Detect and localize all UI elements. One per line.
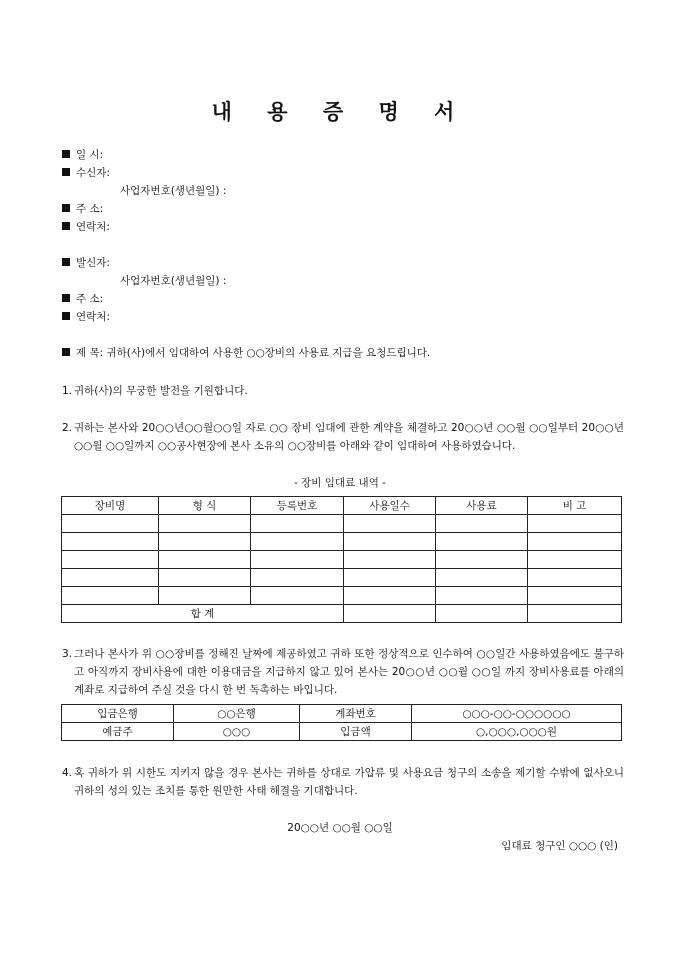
paragraph-number: 1. <box>62 385 73 397</box>
amount-label: 입금액 <box>300 723 412 741</box>
document-date: 20○○년 ○○월 ○○일 <box>287 822 393 834</box>
table-row <box>62 705 622 723</box>
recipient-line <box>62 166 110 180</box>
square-bullet-icon <box>62 150 70 158</box>
table-header-row <box>62 497 622 515</box>
header-registration-number: 등록번호 <box>251 497 344 515</box>
holder-label: 예금주 <box>62 723 174 741</box>
account-label: 계좌번호 <box>300 705 412 723</box>
recipient-address-line <box>62 202 103 216</box>
paragraph-text: 귀하는 본사와 20○○년○○월○○일 자로 ○○ 장비 임대에 관한 계약을 체결하고 20○○년 ○○월 ○○일부터 20○○년 ○○월 ○○일까지 ○○공사현장에 본사 소유의 ○○장비를 아래와 같이 임대하여 사용하였습니다. <box>74 422 624 452</box>
header-usage-days: 사용일수 <box>344 497 436 515</box>
square-bullet-icon <box>62 168 70 176</box>
header-usage-fee: 사용료 <box>436 497 528 515</box>
sender-address-line <box>62 292 103 306</box>
header-model: 형 식 <box>159 497 251 515</box>
table-total-row <box>62 605 622 623</box>
square-bullet-icon <box>62 312 70 320</box>
square-bullet-icon <box>62 294 70 302</box>
holder-value: ○○○ <box>174 723 300 741</box>
table-row <box>62 551 622 569</box>
table-row <box>62 515 622 533</box>
amount-value: ○,○○○,○○○원 <box>412 723 622 741</box>
sender-id-label: 사업자번호(생년월일) : <box>120 275 227 287</box>
square-bullet-icon <box>62 222 70 230</box>
table-row <box>62 569 622 587</box>
sender-line <box>62 256 110 270</box>
paragraph-1 <box>62 382 624 400</box>
recipient-label: 수신자: <box>76 167 110 179</box>
square-bullet-icon <box>62 204 70 212</box>
recipient-id-label: 사업자번호(생년월일) : <box>120 185 227 197</box>
paragraph-text: 그러나 본사가 위 ○○장비를 정해진 날짜에 제공하였고 귀하 또한 정상적으로 인수하여 ○○일간 사용하였음에도 불구하고 아직까지 장비사용에 대한 이용대금을 지급하지 않고 있어 본사는 20○○년 ○○월 ○○일 까지 장비사용료를 아래의 계좌로 지급하여 주실 것을 다시 한 번 독촉하는 바입니다. <box>74 648 624 696</box>
equipment-rental-table <box>61 496 622 623</box>
square-bullet-icon <box>62 348 70 356</box>
paragraph-3 <box>62 645 624 699</box>
signer-line: 임대료 청구인 ○○○ (인) <box>501 840 618 852</box>
table-caption: - 장비 임대료 내역 - <box>294 477 386 489</box>
paragraph-text: 혹 귀하가 위 시한도 지키지 않을 경우 본사는 귀하를 상대로 가압류 및 사용요금 청구의 소송을 제기할 수밖에 없사오니 귀하의 성의 있는 조치를 통한 원만한 사태 해결을 기대합니다. <box>74 767 624 797</box>
sender-contact-label: 연락처: <box>76 311 110 323</box>
total-label: 합 계 <box>62 605 344 623</box>
square-bullet-icon <box>62 258 70 266</box>
table-row <box>62 587 622 605</box>
recipient-contact-line <box>62 220 110 234</box>
paragraph-number: 3. <box>62 648 73 660</box>
table-row <box>62 533 622 551</box>
header-remarks: 비 고 <box>528 497 622 515</box>
header-equipment-name: 장비명 <box>62 497 159 515</box>
recipient-contact-label: 연락처: <box>76 221 110 233</box>
bank-value: ○○은행 <box>174 705 300 723</box>
paragraph-number: 2. <box>62 422 73 434</box>
paragraph-2 <box>62 419 624 455</box>
sender-address-label: 주 소: <box>76 293 104 305</box>
subject-line <box>62 346 430 360</box>
date-line <box>62 148 103 162</box>
bank-label: 입금은행 <box>62 705 174 723</box>
paragraph-text: 귀하(사)의 무궁한 발전을 기원합니다. <box>74 385 248 397</box>
paragraph-4 <box>62 764 624 800</box>
table-row <box>62 723 622 741</box>
bank-account-table <box>61 704 622 741</box>
recipient-address-label: 주 소: <box>76 203 104 215</box>
account-value: ○○○-○○-○○○○○○ <box>412 705 622 723</box>
paragraph-number: 4. <box>62 767 73 779</box>
subject-label: 제 목: <box>76 347 104 359</box>
date-label: 일 시: <box>76 149 104 161</box>
document-title: 내 용 증 명 서 <box>211 100 469 124</box>
sender-contact-line <box>62 310 110 324</box>
subject-text: 귀하(사)에서 임대하여 사용한 ○○장비의 사용료 지급을 요청드립니다. <box>106 347 431 359</box>
sender-label: 발신자: <box>76 257 110 269</box>
